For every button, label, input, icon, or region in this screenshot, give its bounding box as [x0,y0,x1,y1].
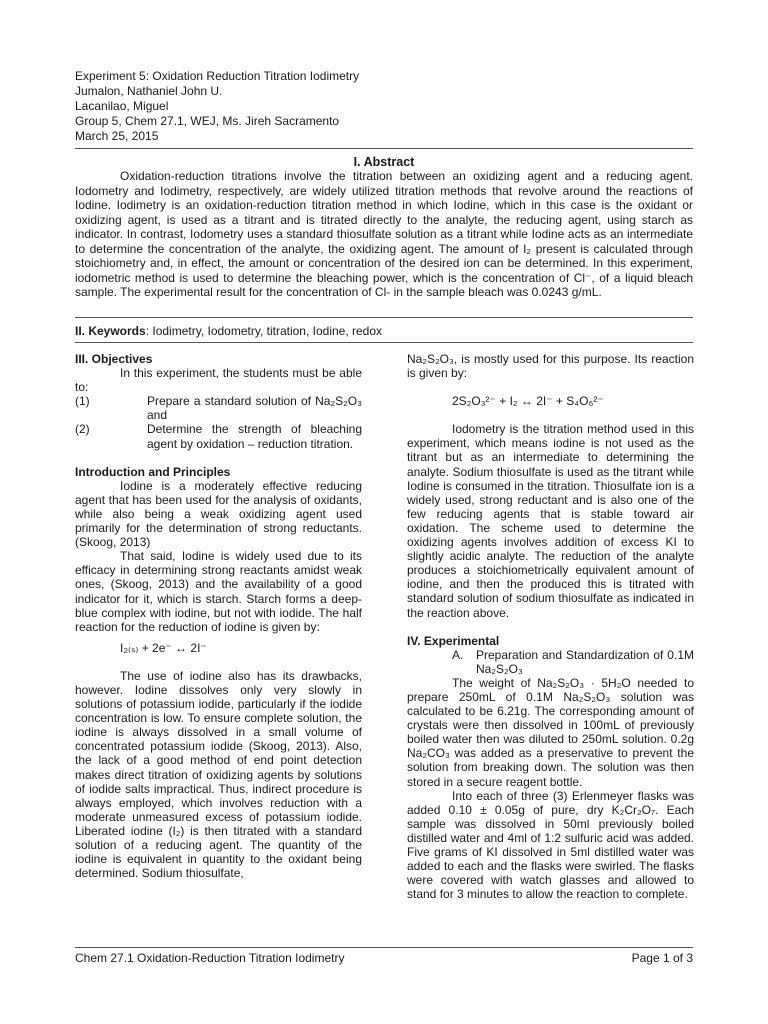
intro-paragraph-3: The use of iodine also has its drawbacks, however. Iodine dissolves only very slowly in solutions of potassium iodide, particularly if the iodide concentration is low. To ensure complete solution, the iodine is always dissolved in a small volume of concentrated potassium iodide (Skoog, 2013). Also, the lack of a good method of end point detection makes direct titration of oxidizing agents by solutions of iodide salts impractical. Thus, indirect procedure is always employed, which involves reduction with a moderate unmeasured excess of potassium iodide. Liberated iodine (I₂) is then titrated with a standard solution of a reducing agent. The quantity of the iodine is equivalent in quantity to the oxidant being determined. Sodium thiosulfate, [75,668,362,881]
keywords-text: : Iodimetry, Iodometry, titration, Iodine, redox [145,324,383,338]
subsection-a-heading [452,648,694,676]
group-info: Group 5, Chem 27.1, WEJ, Ms. Jireh Sacramento [75,114,340,128]
divider-footer [75,947,693,948]
page-footer [75,951,693,965]
abstract-section [75,169,693,300]
subsection-title: Preparation and Standardization of 0.1M Na₂S₂O₃ [476,647,694,676]
subsection-letter: A. [452,647,464,662]
intro-heading: Introduction and Principles [75,464,231,479]
objectives-intro: In this experiment, the students must be able to: [75,366,362,395]
footer-title: Chem 27.1 Oxidation-Reduction Titration Iodimetry [75,951,345,965]
keywords-label: II. Keywords [75,324,146,338]
objective-item-2 [75,422,362,450]
objective-text: Determine the strength of bleaching agent by oxidation – reduction titration. [147,422,362,451]
intro-paragraph-2: That said, Iodine is widely used due to its efficacy in determining strong reactants amidst weak ones, (Skoog, 2013) and the availability of a good indicator for it, which is starch. Starch forms a deep-blue complex with iodine, but not with iodide. The half reaction for the reduction of iodine is given by: [75,549,362,634]
abstract-heading: I. Abstract [353,155,415,169]
date: March 25, 2015 [75,129,159,143]
thiosulfate-paragraph: Na₂S₂O₃, is mostly used for this purpose. Its reaction is given by: [407,352,694,381]
divider-abstract [75,317,693,318]
page-number: Page 1 of 3 [631,951,693,965]
keywords-line [75,324,382,338]
intro-paragraph-1: Iodine is a moderately effective reducing agent that has been used for the analysis of oxidants, while also being a weak oxidizing agent used primarily for the determination of strong reductants. (Skoog, 2013) [75,478,362,550]
document-header [75,69,359,144]
objective-number: (1) [75,394,90,409]
equation-iodine-reduction: I₂₍ₛ₎ + 2e⁻ ↔ 2I⁻ [120,640,207,655]
abstract-body: Oxidation-reduction titrations involve the titration between an oxidizing agent and a reducing agent. Iodometry and Iodimetry, respectively, are widely utilized titration methods that revolve around the reactions of Iodine. Iodimetry is an oxidation-reduction titration method in which Iodine, which in this case is the oxidant or oxidizing agent, is used as a titrant and is titrated directly to the analyte, the reducing agent, using starch as indicator. In contrast, Iodometry uses a standard thiosulfate solution as a titrant while Iodine acts as an intermediate to determine the concentration of the analyte, the oxidizing agent. The amount of I₂ present is calculated through stoichiometry and, in effect, the amount or concentration of the desired ion can be determined. In this experiment, iodometric method is used to determine the bleaching power, which is the concentration of Cl⁻, of a liquid bleach sample. The experimental result for the concentration of Cl- in the sample bleach was 0.0243 g/mL. [75,169,693,299]
objective-text: Prepare a standard solution of Na₂S₂O₃ and [147,394,362,423]
equation-thiosulfate: 2S₂O₃²⁻ + I₂ ↔ 2I⁻ + S₄O₆²⁻ [452,394,604,409]
objectives-heading: III. Objectives [75,352,153,366]
iodometry-paragraph: Iodometry is the titration method used in this experiment, which means iodine is not used as the titrant but as an intermediate to determining the analyte. Sodium thiosulfate is used as the titrant while Iodine is consumed in the titration. Thiosulfate ion is a widely used, strong reductant and is also one of the few reducing agents that is stable toward air oxidation. The scheme used to determine the oxidizing agents involves addition of excess KI to slightly acidic analyte. The reduction of the analyte produces a stoichiometrically equivalent amount of iodine, and then the produced this is titrated with standard solution of sodium thiosulfate as indicated in the reaction above. [407,422,694,620]
objective-number: (2) [75,422,90,437]
experimental-paragraph-1: The weight of Na₂S₂O₃ · 5H₂O needed to prepare 250mL of 0.1M Na₂S₂O₃ solution was calculated to be 6.21g. The corresponding amount of crystals were then dissolved in 100mL of previously boiled water then was diluted to 250mL solution. 0.2g Na₂CO₃ was added as a preservative to prevent the solution from breaking down. The solution was then stored in a secure reagent bottle. [407,675,694,789]
author-1: Jumalon, Nathaniel John U. [75,84,223,98]
objective-item-1 [75,394,362,422]
author-2: Lacanilao, Miguel [75,99,169,113]
experimental-heading: IV. Experimental [407,633,500,648]
divider-top [75,148,693,149]
experiment-title: Experiment 5: Oxidation Reduction Titration Iodimetry [75,69,360,83]
left-column [75,352,362,880]
experimental-paragraph-2: Into each of three (3) Erlenmeyer flasks was added 0.10 ± 0.05g of pure, dry K₂Cr₂O₇. Each sample was dissolved in 50ml previously boiled distilled water and 4ml of 1:2 sulfuric acid was added. Five grams of KI dissolved in 5ml distilled water was added to each and the flasks were swirled. The flasks were covered with watch glasses and allowed to stand for 3 minutes to allow the reaction to complete. [407,788,694,902]
right-column [407,352,694,901]
divider-keywords [75,342,693,343]
